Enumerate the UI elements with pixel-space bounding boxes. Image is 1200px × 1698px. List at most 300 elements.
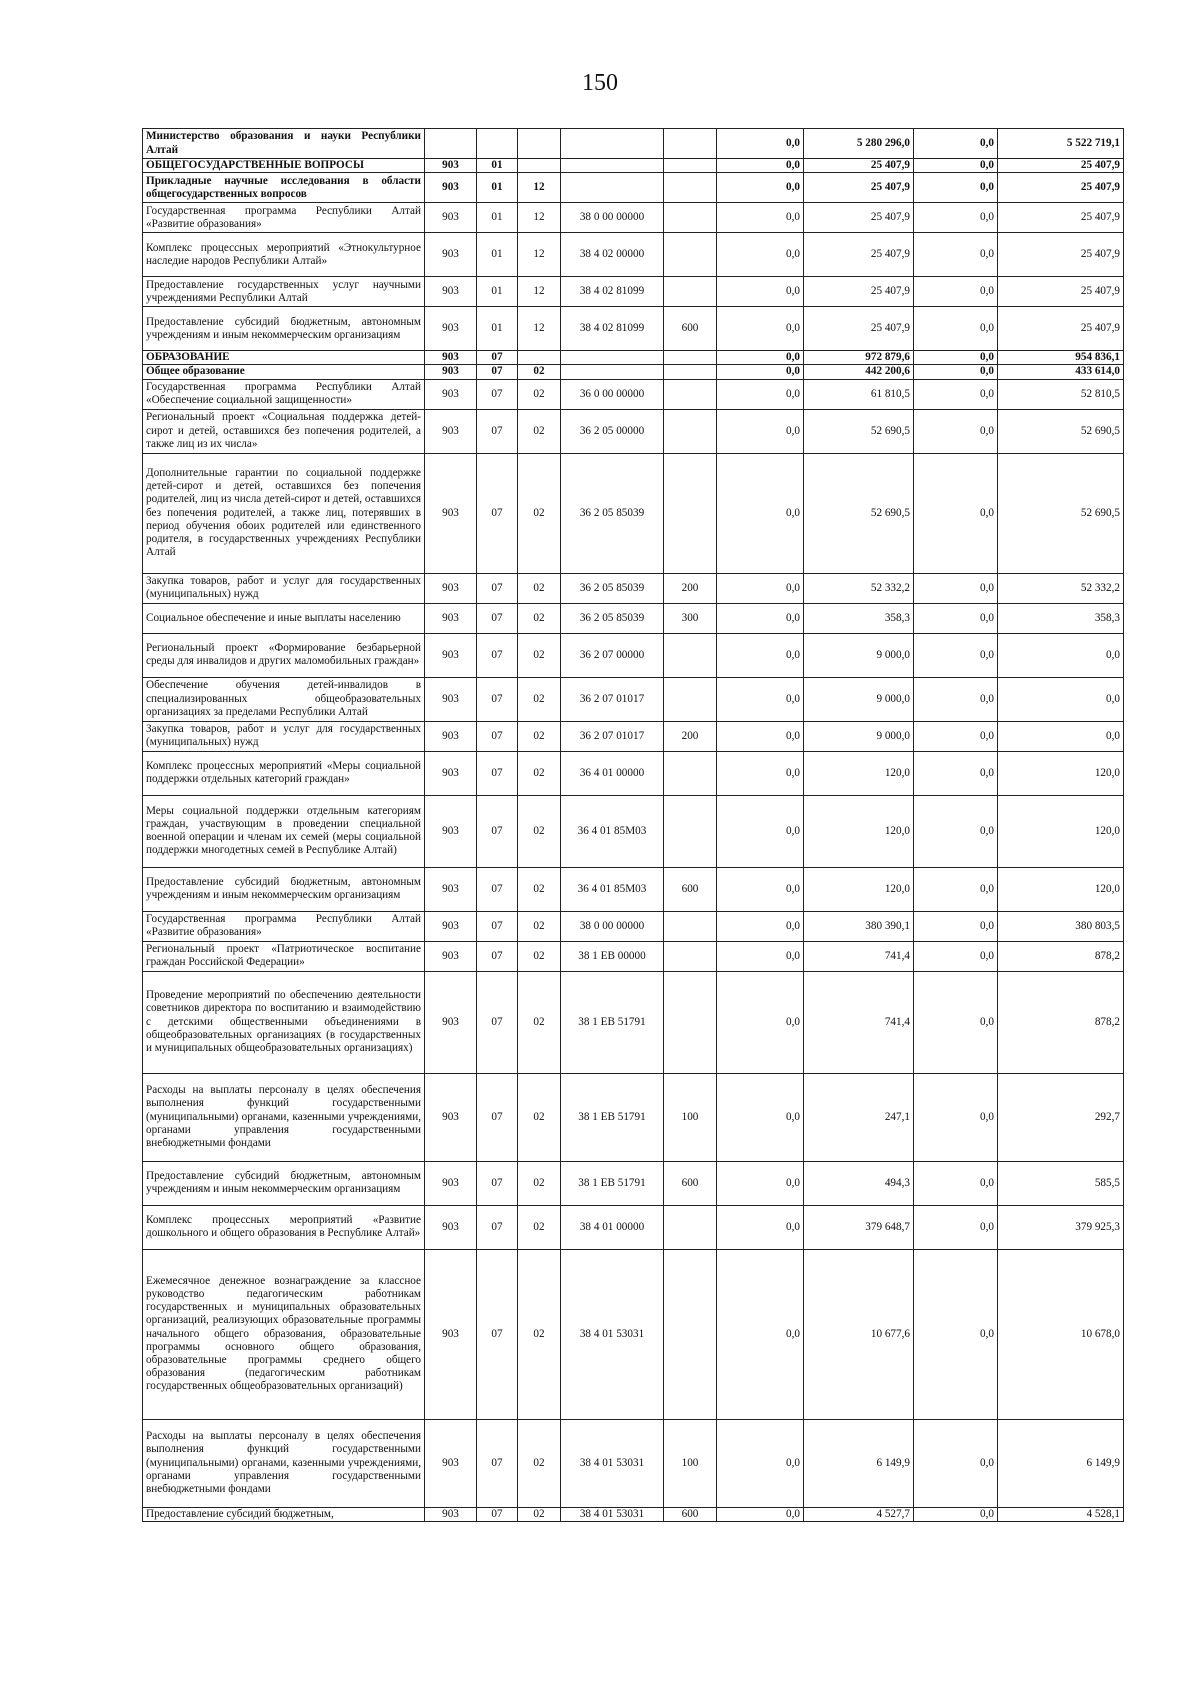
amount-col-3: 0,0 [914, 1419, 998, 1507]
table-row [143, 867, 1124, 911]
amount-col-3: 0,0 [914, 677, 998, 721]
amount-col-3: 0,0 [914, 307, 998, 351]
amount-col-2: 358,3 [804, 603, 914, 633]
amount-col-4: 120,0 [998, 795, 1124, 867]
grbs-code: 903 [425, 453, 477, 573]
amount-col-3: 0,0 [914, 1205, 998, 1249]
subsection-code: 02 [518, 721, 561, 751]
amount-col-2: 25 407,9 [804, 173, 914, 203]
expense-type-code [664, 379, 717, 409]
amount-col-4: 52 690,5 [998, 453, 1124, 573]
subsection-code: 12 [518, 173, 561, 203]
row-name: Расходы на выплаты персоналу в целях обеспечения выполнения функций государственными (муниципальными) органами, казенными учреждениями, органами управления государственными внебюджетными фондами [143, 1073, 425, 1161]
section-code: 07 [477, 1249, 518, 1419]
subsection-code: 02 [518, 941, 561, 971]
grbs-code [425, 129, 477, 159]
row-name: Комплекс процессных мероприятий «Развитие дошкольного и общего образования в Республике Алтай» [143, 1205, 425, 1249]
amount-col-3: 0,0 [914, 173, 998, 203]
amount-col-1: 0,0 [717, 941, 804, 971]
section-code: 07 [477, 677, 518, 721]
row-name: Социальное обеспечение и иные выплаты населению [143, 603, 425, 633]
table-row [143, 1507, 1124, 1521]
expense-type-code: 600 [664, 307, 717, 351]
target-article-code: 38 4 02 81099 [561, 307, 664, 351]
amount-col-3: 0,0 [914, 365, 998, 379]
amount-col-4: 878,2 [998, 941, 1124, 971]
section-code: 07 [477, 453, 518, 573]
amount-col-3: 0,0 [914, 453, 998, 573]
target-article-code: 38 1 ЕВ 51791 [561, 1161, 664, 1205]
amount-col-3: 0,0 [914, 573, 998, 603]
amount-col-4: 10 678,0 [998, 1249, 1124, 1419]
expense-type-code [664, 203, 717, 233]
amount-col-2: 25 407,9 [804, 277, 914, 307]
amount-col-1: 0,0 [717, 1507, 804, 1521]
row-name: Прикладные научные исследования в области общегосударственных вопросов [143, 173, 425, 203]
amount-col-2: 52 332,2 [804, 573, 914, 603]
amount-col-2: 120,0 [804, 751, 914, 795]
amount-col-2: 120,0 [804, 795, 914, 867]
grbs-code: 903 [425, 1205, 477, 1249]
table-row [143, 1073, 1124, 1161]
amount-col-2: 6 149,9 [804, 1419, 914, 1507]
amount-col-3: 0,0 [914, 203, 998, 233]
amount-col-3: 0,0 [914, 751, 998, 795]
section-code: 07 [477, 365, 518, 379]
section-code: 01 [477, 173, 518, 203]
table-row [143, 633, 1124, 677]
grbs-code: 903 [425, 1073, 477, 1161]
amount-col-4: 0,0 [998, 721, 1124, 751]
row-name: Министерство образования и науки Республики Алтай [143, 129, 425, 159]
amount-col-3: 0,0 [914, 941, 998, 971]
amount-col-4: 954 836,1 [998, 351, 1124, 365]
target-article-code: 36 4 01 85М03 [561, 867, 664, 911]
amount-col-3: 0,0 [914, 233, 998, 277]
subsection-code: 02 [518, 1507, 561, 1521]
amount-col-2: 972 879,6 [804, 351, 914, 365]
amount-col-1: 0,0 [717, 573, 804, 603]
amount-col-1: 0,0 [717, 795, 804, 867]
amount-col-4: 25 407,9 [998, 277, 1124, 307]
subsection-code: 02 [518, 1249, 561, 1419]
amount-col-1: 0,0 [717, 971, 804, 1073]
subsection-code: 02 [518, 603, 561, 633]
amount-col-1: 0,0 [717, 203, 804, 233]
target-article-code: 36 4 01 00000 [561, 751, 664, 795]
amount-col-1: 0,0 [717, 1205, 804, 1249]
subsection-code: 12 [518, 277, 561, 307]
row-name: Комплекс процессных мероприятий «Этнокультурное наследие народов Республики Алтай» [143, 233, 425, 277]
budget-table-body [143, 129, 1124, 1522]
amount-col-3: 0,0 [914, 911, 998, 941]
amount-col-4: 25 407,9 [998, 233, 1124, 277]
amount-col-1: 0,0 [717, 603, 804, 633]
grbs-code: 903 [425, 751, 477, 795]
grbs-code: 903 [425, 867, 477, 911]
target-article-code [561, 365, 664, 379]
amount-col-2: 120,0 [804, 867, 914, 911]
amount-col-2: 52 690,5 [804, 453, 914, 573]
row-name: Региональный проект «Социальная поддержка детей-сирот и детей, оставшихся без попечения родителей, а также лиц из их числа» [143, 409, 425, 453]
row-name: ОБЩЕГОСУДАРСТВЕННЫЕ ВОПРОСЫ [143, 159, 425, 173]
amount-col-4: 433 614,0 [998, 365, 1124, 379]
target-article-code [561, 159, 664, 173]
section-code: 01 [477, 307, 518, 351]
row-name: Закупка товаров, работ и услуг для государственных (муниципальных) нужд [143, 573, 425, 603]
section-code: 07 [477, 633, 518, 677]
target-article-code: 38 1 ЕВ 51791 [561, 971, 664, 1073]
amount-col-4: 52 690,5 [998, 409, 1124, 453]
table-row [143, 1205, 1124, 1249]
target-article-code: 38 4 01 53031 [561, 1419, 664, 1507]
amount-col-3: 0,0 [914, 971, 998, 1073]
target-article-code: 38 1 ЕВ 51791 [561, 1073, 664, 1161]
section-code: 07 [477, 1507, 518, 1521]
table-row [143, 203, 1124, 233]
amount-col-3: 0,0 [914, 1161, 998, 1205]
section-code: 07 [477, 351, 518, 365]
subsection-code: 02 [518, 365, 561, 379]
table-row [143, 1419, 1124, 1507]
section-code: 01 [477, 277, 518, 307]
expense-type-code [664, 351, 717, 365]
amount-col-2: 10 677,6 [804, 1249, 914, 1419]
row-name: Государственная программа Республики Алтай «Развитие образования» [143, 911, 425, 941]
amount-col-3: 0,0 [914, 721, 998, 751]
expense-type-code [664, 1205, 717, 1249]
expense-type-code [664, 277, 717, 307]
row-name: Государственная программа Республики Алтай «Развитие образования» [143, 203, 425, 233]
subsection-code: 02 [518, 677, 561, 721]
target-article-code: 36 2 05 85039 [561, 453, 664, 573]
expense-type-code: 600 [664, 1507, 717, 1521]
grbs-code: 903 [425, 941, 477, 971]
amount-col-1: 0,0 [717, 867, 804, 911]
row-name: Общее образование [143, 365, 425, 379]
amount-col-1: 0,0 [717, 351, 804, 365]
amount-col-1: 0,0 [717, 173, 804, 203]
row-name: Региональный проект «Формирование безбарьерной среды для инвалидов и других маломобильных граждан» [143, 633, 425, 677]
row-name: Закупка товаров, работ и услуг для государственных (муниципальных) нужд [143, 721, 425, 751]
target-article-code: 38 0 00 00000 [561, 203, 664, 233]
target-article-code: 36 2 07 00000 [561, 633, 664, 677]
section-code: 07 [477, 795, 518, 867]
grbs-code: 903 [425, 573, 477, 603]
expense-type-code [664, 1249, 717, 1419]
section-code: 07 [477, 1073, 518, 1161]
expense-type-code: 200 [664, 721, 717, 751]
subsection-code: 02 [518, 379, 561, 409]
section-code: 07 [477, 721, 518, 751]
amount-col-1: 0,0 [717, 365, 804, 379]
amount-col-2: 442 200,6 [804, 365, 914, 379]
grbs-code: 903 [425, 203, 477, 233]
grbs-code: 903 [425, 409, 477, 453]
amount-col-1: 0,0 [717, 379, 804, 409]
target-article-code: 38 0 00 00000 [561, 911, 664, 941]
grbs-code: 903 [425, 1507, 477, 1521]
amount-col-4: 379 925,3 [998, 1205, 1124, 1249]
row-name: ОБРАЗОВАНИЕ [143, 351, 425, 365]
subsection-code: 02 [518, 1161, 561, 1205]
section-code [477, 129, 518, 159]
row-name: Предоставление государственных услуг научными учреждениями Республики Алтай [143, 277, 425, 307]
amount-col-1: 0,0 [717, 129, 804, 159]
subsection-code: 02 [518, 1073, 561, 1161]
amount-col-1: 0,0 [717, 677, 804, 721]
table-row [143, 409, 1124, 453]
amount-col-3: 0,0 [914, 277, 998, 307]
target-article-code: 38 4 01 53031 [561, 1249, 664, 1419]
amount-col-1: 0,0 [717, 233, 804, 277]
row-name: Ежемесячное денежное вознаграждение за классное руководство педагогическим работникам государственных и муниципальных образовательных организаций, реализующих образовательные программы начального общего образования, образовательные программы основного общего образования, образовательные программы среднего общего образования (педагогическим работникам государственных общеобразовательных организаций) [143, 1249, 425, 1419]
subsection-code [518, 351, 561, 365]
expense-type-code [664, 795, 717, 867]
amount-col-4: 120,0 [998, 751, 1124, 795]
amount-col-3: 0,0 [914, 867, 998, 911]
grbs-code: 903 [425, 633, 477, 677]
amount-col-2: 9 000,0 [804, 633, 914, 677]
table-row [143, 573, 1124, 603]
table-row [143, 721, 1124, 751]
row-name: Обеспечение обучения детей-инвалидов в специализированных общеобразовательных организациях за пределами Республики Алтай [143, 677, 425, 721]
row-name: Дополнительные гарантии по социальной поддержке детей-сирот и детей, оставшихся без попечения родителей, лиц из числа детей-сирот и детей, оставшихся без попечения родителей, а также лиц, потерявших в период обучения обоих родителей или единственного родителя, в государственных учреждениях Республики Алтай [143, 453, 425, 573]
amount-col-4: 0,0 [998, 677, 1124, 721]
grbs-code: 903 [425, 1161, 477, 1205]
amount-col-1: 0,0 [717, 409, 804, 453]
amount-col-2: 52 690,5 [804, 409, 914, 453]
amount-col-2: 25 407,9 [804, 307, 914, 351]
table-row [143, 1161, 1124, 1205]
section-code: 07 [477, 573, 518, 603]
expense-type-code: 100 [664, 1073, 717, 1161]
amount-col-3: 0,0 [914, 1249, 998, 1419]
table-row [143, 453, 1124, 573]
amount-col-2: 379 648,7 [804, 1205, 914, 1249]
amount-col-4: 292,7 [998, 1073, 1124, 1161]
section-code: 07 [477, 751, 518, 795]
table-row [143, 351, 1124, 365]
section-code: 01 [477, 233, 518, 277]
row-name: Расходы на выплаты персоналу в целях обеспечения выполнения функций государственными (муниципальными) органами, казенными учреждениями, органами управления государственными внебюджетными фондами [143, 1419, 425, 1507]
amount-col-4: 5 522 719,1 [998, 129, 1124, 159]
target-article-code: 38 1 ЕВ 00000 [561, 941, 664, 971]
amount-col-4: 25 407,9 [998, 159, 1124, 173]
subsection-code: 02 [518, 453, 561, 573]
amount-col-3: 0,0 [914, 603, 998, 633]
row-name: Государственная программа Республики Алтай «Обеспечение социальной защищенности» [143, 379, 425, 409]
amount-col-1: 0,0 [717, 1161, 804, 1205]
grbs-code: 903 [425, 351, 477, 365]
subsection-code: 02 [518, 1419, 561, 1507]
table-row [143, 677, 1124, 721]
amount-col-4: 25 407,9 [998, 307, 1124, 351]
subsection-code: 02 [518, 795, 561, 867]
target-article-code: 38 4 02 00000 [561, 233, 664, 277]
grbs-code: 903 [425, 677, 477, 721]
table-row [143, 379, 1124, 409]
expense-type-code: 600 [664, 867, 717, 911]
page-number: 150 [582, 70, 618, 96]
target-article-code: 36 0 00 00000 [561, 379, 664, 409]
section-code: 01 [477, 159, 518, 173]
table-row [143, 233, 1124, 277]
row-name: Предоставление субсидий бюджетным, автономным учреждениям и иным некоммерческим организациям [143, 1161, 425, 1205]
subsection-code [518, 159, 561, 173]
section-code: 07 [477, 941, 518, 971]
grbs-code: 903 [425, 911, 477, 941]
grbs-code: 903 [425, 795, 477, 867]
amount-col-3: 0,0 [914, 379, 998, 409]
subsection-code: 02 [518, 867, 561, 911]
amount-col-3: 0,0 [914, 409, 998, 453]
section-code: 07 [477, 1161, 518, 1205]
amount-col-3: 0,0 [914, 633, 998, 677]
target-article-code: 38 4 02 81099 [561, 277, 664, 307]
amount-col-3: 0,0 [914, 1073, 998, 1161]
grbs-code: 903 [425, 379, 477, 409]
amount-col-4: 585,5 [998, 1161, 1124, 1205]
table-row [143, 307, 1124, 351]
amount-col-4: 4 528,1 [998, 1507, 1124, 1521]
section-code: 07 [477, 409, 518, 453]
amount-col-2: 25 407,9 [804, 233, 914, 277]
grbs-code: 903 [425, 173, 477, 203]
grbs-code: 903 [425, 971, 477, 1073]
grbs-code: 903 [425, 307, 477, 351]
grbs-code: 903 [425, 159, 477, 173]
grbs-code: 903 [425, 277, 477, 307]
amount-col-4: 358,3 [998, 603, 1124, 633]
row-name: Предоставление субсидий бюджетным, [143, 1507, 425, 1521]
expense-type-code [664, 677, 717, 721]
amount-col-4: 25 407,9 [998, 203, 1124, 233]
amount-col-1: 0,0 [717, 633, 804, 677]
target-article-code: 36 2 05 85039 [561, 573, 664, 603]
grbs-code: 903 [425, 1249, 477, 1419]
expense-type-code [664, 409, 717, 453]
amount-col-2: 247,1 [804, 1073, 914, 1161]
row-name: Комплекс процессных мероприятий «Меры социальной поддержки отдельных категорий граждан» [143, 751, 425, 795]
amount-col-1: 0,0 [717, 1073, 804, 1161]
grbs-code: 903 [425, 365, 477, 379]
amount-col-4: 380 803,5 [998, 911, 1124, 941]
section-code: 07 [477, 971, 518, 1073]
amount-col-2: 4 527,7 [804, 1507, 914, 1521]
expense-type-code [664, 173, 717, 203]
amount-col-2: 380 390,1 [804, 911, 914, 941]
section-code: 07 [477, 603, 518, 633]
amount-col-1: 0,0 [717, 159, 804, 173]
table-row [143, 941, 1124, 971]
section-code: 07 [477, 379, 518, 409]
budget-table [142, 128, 1124, 1522]
expense-type-code [664, 971, 717, 1073]
section-code: 07 [477, 1419, 518, 1507]
amount-col-2: 5 280 296,0 [804, 129, 914, 159]
amount-col-3: 0,0 [914, 1507, 998, 1521]
section-code: 01 [477, 203, 518, 233]
target-article-code [561, 351, 664, 365]
expense-type-code [664, 751, 717, 795]
subsection-code: 02 [518, 911, 561, 941]
amount-col-4: 0,0 [998, 633, 1124, 677]
table-row [143, 1249, 1124, 1419]
target-article-code: 36 2 07 01017 [561, 721, 664, 751]
expense-type-code [664, 365, 717, 379]
amount-col-2: 25 407,9 [804, 203, 914, 233]
row-name: Региональный проект «Патриотическое воспитание граждан Российской Федерации» [143, 941, 425, 971]
grbs-code: 903 [425, 721, 477, 751]
subsection-code [518, 129, 561, 159]
amount-col-1: 0,0 [717, 277, 804, 307]
row-name: Меры социальной поддержки отдельным категориям граждан, участвующим в проведении специальной военной операции и членам их семей (меры социальной поддержки многодетных семей в Республике Алтай) [143, 795, 425, 867]
expense-type-code [664, 633, 717, 677]
subsection-code: 12 [518, 233, 561, 277]
grbs-code: 903 [425, 603, 477, 633]
amount-col-3: 0,0 [914, 795, 998, 867]
amount-col-3: 0,0 [914, 351, 998, 365]
expense-type-code [664, 941, 717, 971]
table-row [143, 603, 1124, 633]
amount-col-4: 6 149,9 [998, 1419, 1124, 1507]
row-name: Проведение мероприятий по обеспечению деятельности советников директора по воспитанию и взаимодействию с детскими общественными объединениями в общеобразовательных организациях (в государственных и муниципальных общеобразовательных организациях) [143, 971, 425, 1073]
expense-type-code [664, 911, 717, 941]
target-article-code [561, 129, 664, 159]
amount-col-2: 9 000,0 [804, 721, 914, 751]
expense-type-code [664, 453, 717, 573]
row-name: Предоставление субсидий бюджетным, автономным учреждениям и иным некоммерческим организациям [143, 307, 425, 351]
grbs-code: 903 [425, 1419, 477, 1507]
subsection-code: 02 [518, 1205, 561, 1249]
amount-col-1: 0,0 [717, 751, 804, 795]
table-row [143, 129, 1124, 159]
subsection-code: 02 [518, 409, 561, 453]
amount-col-1: 0,0 [717, 721, 804, 751]
target-article-code: 36 2 07 01017 [561, 677, 664, 721]
amount-col-4: 25 407,9 [998, 173, 1124, 203]
amount-col-4: 878,2 [998, 971, 1124, 1073]
subsection-code: 02 [518, 573, 561, 603]
section-code: 07 [477, 911, 518, 941]
amount-col-1: 0,0 [717, 1249, 804, 1419]
amount-col-2: 25 407,9 [804, 159, 914, 173]
expense-type-code [664, 233, 717, 277]
amount-col-2: 741,4 [804, 941, 914, 971]
table-row [143, 795, 1124, 867]
amount-col-1: 0,0 [717, 307, 804, 351]
amount-col-1: 0,0 [717, 453, 804, 573]
subsection-code: 02 [518, 633, 561, 677]
expense-type-code [664, 129, 717, 159]
grbs-code: 903 [425, 233, 477, 277]
table-row [143, 911, 1124, 941]
table-row [143, 173, 1124, 203]
table-row [143, 971, 1124, 1073]
subsection-code: 02 [518, 971, 561, 1073]
expense-type-code [664, 159, 717, 173]
target-article-code: 36 2 05 00000 [561, 409, 664, 453]
amount-col-1: 0,0 [717, 1419, 804, 1507]
subsection-code: 12 [518, 203, 561, 233]
subsection-code: 12 [518, 307, 561, 351]
amount-col-4: 52 332,2 [998, 573, 1124, 603]
table-row [143, 751, 1124, 795]
expense-type-code: 200 [664, 573, 717, 603]
section-code: 07 [477, 867, 518, 911]
table-row [143, 277, 1124, 307]
